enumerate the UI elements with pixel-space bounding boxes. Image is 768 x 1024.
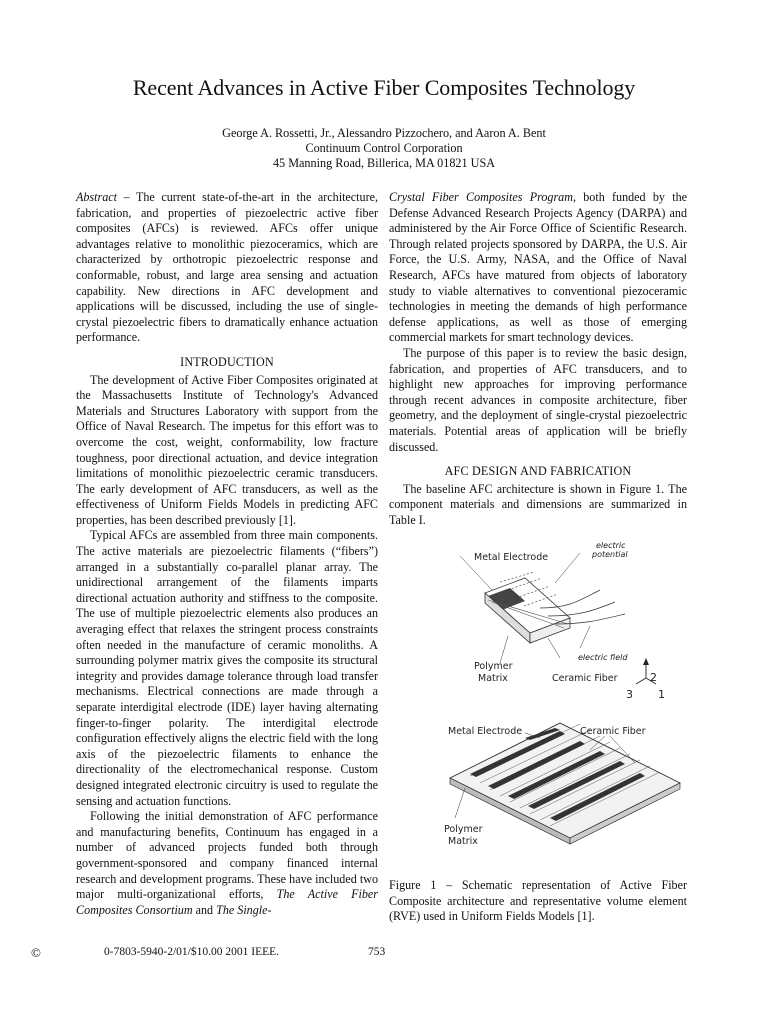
crystal-program-name: Crystal Fiber Composites Program bbox=[389, 190, 573, 204]
abstract bbox=[76, 190, 378, 346]
intro-paragraph-3-continued bbox=[389, 190, 687, 346]
intro-p3-single: The Single- bbox=[216, 902, 272, 917]
paper-title: Recent Advances in Active Fiber Composites Technology bbox=[132, 75, 636, 100]
author-address: 45 Manning Road, Billerica, MA 01821 USA bbox=[272, 156, 496, 170]
author-names: George A. Rossetti, Jr., Alessandro Pizzochero, and Aaron A. Bent bbox=[222, 126, 546, 140]
intro-p3-continued-text: , both funded by the Defense Advanced Research Projects Agency (DARPA) and administered by the Air Force Office of Scientific Research. Through related projects sponsored by DARPA, the U.S. Air Force, the U.S. Army, NASA, and the Office of Naval Research, AFCs have matured from objects of laboratory study to viable alternatives to conventional piezoceramic technologies in meeting the demands of high performance defense applications, as well as those of emerging commercial markets for smart technology devices. bbox=[389, 190, 687, 345]
label-potential: potential bbox=[592, 550, 628, 559]
label-electric-field: electric field bbox=[578, 653, 628, 662]
intro-p3-text: Following the initial demonstration of AFC performance and manufacturing benefits, Continuum has engaged in a number of advanced projects funded both through government-sponsored and company financed internal research and development programs. These have included two major multi-organizational efforts, bbox=[76, 809, 378, 902]
afc-laminate-diagram bbox=[444, 723, 680, 847]
abstract-label: Abstract bbox=[76, 190, 117, 204]
label-metal-electrode-top: Metal Electrode bbox=[474, 552, 549, 563]
design-heading: AFC DESIGN AND FABRICATION bbox=[444, 464, 632, 479]
intro-paragraph-4: The purpose of this paper is to review the basic design, fabrication, and properties of AFC transducers, and to highlight new approaches for improving performance through recent advances in composite architecture, fiber geometry, and the deployment of single-crystal piezoelectric materials. Potential areas of application will be briefly discussed. bbox=[389, 345, 687, 454]
page-number: 753 bbox=[368, 946, 386, 958]
abstract-text: – The current state-of-the-art in the architecture, fabrication, and properties of piezoelectric active fiber composites (AFCs) is reviewed. AFCs offer unique advantages relative to monolithic piezoceramics, which are characterized by orthotropic piezoelectric response and conformable, robust, and large area sensing and actuation capability. New directions in AFC development and applications will be discussed, including the use of single-crystal piezoelectric fibers to dramatically enhance actuation performance. bbox=[76, 190, 378, 345]
label-matrix-top: Matrix bbox=[478, 673, 508, 684]
axis-1-label: 1 bbox=[658, 688, 665, 701]
figure-1-schematic bbox=[430, 538, 695, 868]
label-matrix-bottom: Matrix bbox=[448, 836, 478, 847]
intro-p3-consortium: The Active Fiber Composites Consortium bbox=[76, 887, 378, 917]
intro-p3-and: and bbox=[192, 902, 217, 917]
design-paragraph-1: The baseline AFC architecture is shown in Figure 1. The component materials and dimensions are summarized in Table I. bbox=[389, 481, 687, 527]
label-electric-top: electric bbox=[596, 541, 626, 550]
intro-paragraph-1: The development of Active Fiber Composites originated at the Massachusetts Institute of Technology's Advanced Materials and Structures Laboratory with support from the Office of Naval Research. The impetus for this effort was to overcome the cost, weight, conformability, low fracture toughness, poor directional actuation, and device integration limitations of monolithic piezoelectric ceramic transducers. The early development of AFC transducers, as well as the effectiveness of Uniform Fields Models in predicting AFC properties, has been described previously [1]. bbox=[76, 372, 378, 527]
rve-diagram bbox=[460, 541, 665, 701]
figure-1-caption: Figure 1 – Schematic representation of Active Fiber Composite architecture and representative volume element (RVE) used in Uniform Fields Models [1]. bbox=[389, 878, 687, 924]
right-column bbox=[389, 190, 687, 528]
intro-paragraph-2: Typical AFCs are assembled from three main components. The active materials are piezoelectric filaments (“fibers”) arranged in a substantially co-parallel planar array. The unidirectional arrangement of the filaments imparts directional actuation authority and stiffness to the composite. The use of multiple piezoelectric elements also produces an averaging effect that relaxes the stringent process constraints often needed in the manufacture of ceramic monoliths. A surrounding polymer matrix gives the composite its structural integrity and provides damage tolerance through load transfer mechanisms. Electrical connections are made through a separate interdigital electrode (IDE) layer having alternating finger-to-finger polarity. The interdigital electrode configuration effectively aligns the electric field with the long axis of the piezoelectric filaments to enhance the directionality of the electromechanical response. Custom designed integrated electronic circuitry is used to regulate the sensing and actuation functions. bbox=[76, 528, 378, 808]
label-polymer-bottom: Polymer bbox=[444, 824, 483, 835]
author-block bbox=[100, 126, 668, 171]
copyright-symbol: © bbox=[31, 945, 41, 960]
label-polymer-top: Polymer bbox=[474, 661, 513, 672]
introduction-heading: INTRODUCTION bbox=[180, 354, 274, 369]
label-ceramic-fiber-bottom: Ceramic Fiber bbox=[580, 726, 646, 737]
intro-paragraph-3 bbox=[76, 809, 378, 918]
label-metal-electrode-bottom: Metal Electrode bbox=[448, 726, 523, 737]
footer-isbn: 0-7803-5940-2/01/$10.00 2001 IEEE. bbox=[104, 946, 280, 958]
author-affiliation: Continuum Control Corporation bbox=[305, 141, 463, 155]
left-column bbox=[76, 190, 378, 918]
axis-3-label: 3 bbox=[626, 688, 633, 701]
axis-2-label: 2 bbox=[650, 671, 657, 684]
label-ceramic-fiber-top: Ceramic Fiber bbox=[552, 673, 618, 684]
